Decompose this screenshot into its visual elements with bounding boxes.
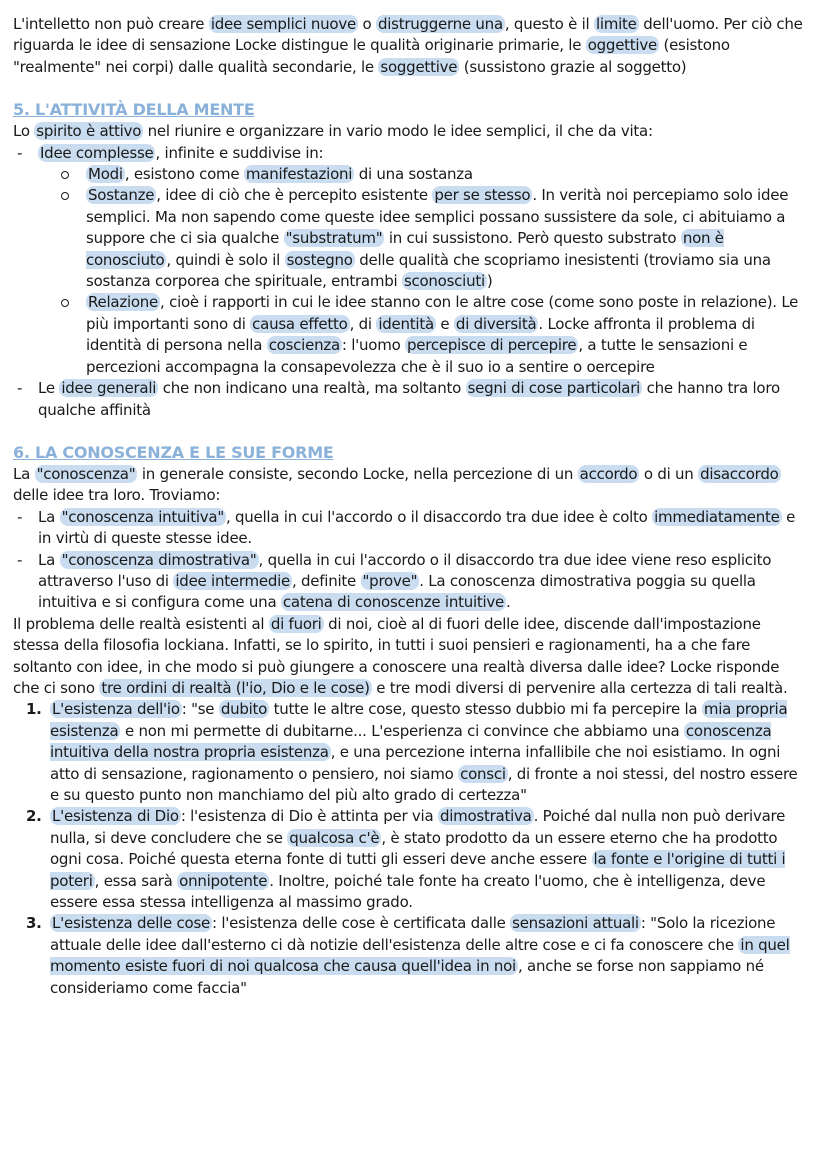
highlight: sostegno xyxy=(286,250,353,269)
list-item-idee-generali: - Le idee generali che non indicano una realtà, ma soltanto segni di cose particolari che hanno tra loro qualche affinità xyxy=(13,378,808,421)
section-6-paragraph-2: Il problema delle realtà esistenti al di fuori di noi, cioè al di fuori delle idee, discende dall'impostazione stessa della filosofia lockiana. Infatti, se lo spirito, in tutti i suoi pensieri e ragionamenti, ha a che fare soltanto con idee, in che modo si può giungere a conoscere una realtà diversa dalle idee? Locke risponde che ci sono tre ordini di realtà (l'io, Dio e le cose) e tre modi diversi di pervenire alla certezza di tali realtà. xyxy=(13,614,788,697)
highlight: Sostanze xyxy=(88,186,155,205)
list-item-relazione: Relazione , cioè i rapporti in cui le idee stanno con le altre cose (come sono poste in relazione). Le più importanti sono di causa effetto , di identità e di diversità . Locke affronta il problema di identità di persona nella coscienza : l'uomo percepisce di percepire , a tutte le sensazioni e percezioni accompagna la consapevolezza che è il suo io a sentire o oercepire xyxy=(56,292,808,378)
highlight: percepisce di percepire xyxy=(407,336,577,355)
highlight: Modi xyxy=(88,165,123,184)
section-5-heading: 5. L'ATTIVITÀ DELLA MENTE xyxy=(13,100,255,120)
highlight: onnipotente xyxy=(179,871,268,890)
list-item-conoscenza-intuitiva: - La "conoscenza intuitiva" , quella in cui l'accordo o il disaccordo tra due idee è colto immediatamente e in virtù di queste stesse idee. xyxy=(13,507,808,550)
highlight: "conoscenza dimostrativa" xyxy=(61,550,257,569)
section-6-paragraph-1: La "conoscenza" in generale consiste, secondo Locke, nella percezione di un accordo o di un disaccordo delle idee tra loro. Troviamo: xyxy=(13,464,779,505)
highlight: causa effetto xyxy=(252,314,348,333)
highlight: tre ordini di realtà (l'io, Dio e le cose) xyxy=(101,678,370,697)
highlight: "substratum" xyxy=(285,229,383,248)
highlight: "conoscenza" xyxy=(36,464,136,483)
highlight: soggettive xyxy=(380,57,458,76)
highlight: consci xyxy=(460,764,506,783)
highlight: manifestazioni xyxy=(245,165,353,184)
highlight: sconosciuti xyxy=(403,272,485,291)
highlight: coscienza xyxy=(268,336,340,355)
highlight: dimostrativa xyxy=(439,807,532,826)
highlight: L'esistenza dell'io xyxy=(52,700,180,719)
highlight: "conoscenza intuitiva" xyxy=(61,507,224,526)
list-item-esistenza-dio: 2. L'esistenza di Dio : l'esistenza di Dio è attinta per via dimostrativa . Poiché dal nulla non può derivare nulla, si deve concludere che se qualcosa c'è , è stato prodotto da un essere eterno che ha prodotto ogni cosa. Poiché questa eterna fonte di tutti gli esseri deve anche essere la fonte e l'origine di tutti i poteri , essa sarà onnipotente . Inoltre, poiché tale fonte ha creato l'uomo, che è intelligenza, deve essere essa stessa intelligenza al massimo grado. xyxy=(26,807,786,912)
highlight: "prove" xyxy=(362,571,418,590)
list-item-esistenza-io: 1. L'esistenza dell'io : "se dubito tutte le altre cose, questo stesso dubbio mi fa percepire la mia propria esistenza e non mi permette di dubitarne... L'esperienza ci convince che abbiamo una conoscenza intuitiva della nostra propria esistenza , e una percezione interna infallibile che noi esistiamo. In ogni atto di sensazione, ragionamento o pensiero, noi siamo consci , di fronte a noi stessi, del nostro essere e su questo punto non manchiamo del più alto grado di certezza" xyxy=(26,700,798,804)
highlight: non è conosciuto xyxy=(86,229,724,269)
list-item-conoscenza-dimostrativa: - La "conoscenza dimostrativa" , quella in cui l'accordo o il disaccordo tra due idee viene reso esplicito attraverso l'uso di idee intermedie , definite "prove" . La conoscenza dimostrativa poggia su quella intuitiva e si configura come una catena di conoscenze intuitive . xyxy=(13,550,808,614)
section-5-paragraph: Lo spirito è attivo nel riunire e organizzare in vario modo le idee semplici, il che da vita: xyxy=(13,122,653,141)
section-5-list xyxy=(13,143,808,421)
highlight: identità xyxy=(378,314,434,333)
highlight: disaccordo xyxy=(700,464,779,483)
list-item-idee-complesse: - Idee complesse , infinite e suddivise in: Modi , esistono come manifestazioni di una sostanza Sostanze , idee di ciò che è percepito esistente per se stesso . In verità noi percepiamo solo idee semplici. Ma non sapendo come queste idee semplici possano sussistere da sole, ci abituiamo a suppore che ci sia qualche "substratum" in cui sussistono. Però questo substrato non è conosciuto , quindi è solo il sostegno delle qualità che scopriamo inesistenti (troviamo sia una sostanza corporea che spirituale, entrambi sconosciuti ) Relazione , cioè i rapporti in cui le idee stanno con le altre cose (come sono poste in relazione). Le più importanti sono di causa effetto , di identità e di diversità . Locke affronta il problema di identità di persona nella coscienza : l'uomo percepisce di percepire , a tutte le sensazioni e percezioni accompagna la consapevolezza che è il suo io a sentire o oercepire xyxy=(13,143,808,378)
highlight: dubito xyxy=(220,700,268,719)
section-6-heading: 6. LA CONOSCENZA E LE SUE FORME xyxy=(13,442,334,462)
highlight: idee semplici nuove xyxy=(210,15,356,33)
highlight: sensazioni attuali xyxy=(512,914,639,933)
highlight: la fonte e l'origine di tutti i poteri xyxy=(50,850,786,890)
highlight: di diversità xyxy=(455,314,537,333)
highlight: idee generali xyxy=(61,379,157,398)
highlight: accordo xyxy=(579,464,638,483)
highlight: L'esistenza delle cose xyxy=(52,914,211,933)
intro-paragraph: L'intelletto non può creare idee semplici nuove o distruggerne una , questo è il limite dell'uomo. Per ciò che riguarda le idee di sensazione Locke distingue le qualità originarie primarie, le oggettive (esistono "realmente" nei corpi) dalle qualità secondarie, le soggettive (sussistono grazie al soggetto) xyxy=(13,15,803,76)
section-6-list xyxy=(13,507,808,614)
highlight: per se stesso xyxy=(434,186,531,205)
highlight: qualcosa c'è xyxy=(289,828,380,847)
highlight: in quel momento esiste fuori di noi qualcosa che causa quell'idea in noi xyxy=(50,935,790,976)
highlight: Idee complesse xyxy=(40,143,154,162)
numbered-list xyxy=(13,699,808,999)
highlight: idee intermedie xyxy=(175,571,290,590)
highlight: Relazione xyxy=(88,293,159,312)
list-item-esistenza-cose: 3. L'esistenza delle cose : l'esistenza delle cose è certificata dalle sensazioni attuali : "Solo la ricezione attuale delle idee dall'esterno ci dà notizie dell'esistenza delle altre cose e ci fa conoscere che in quel momento esiste fuori di noi qualcosa che causa quell'idea in noi , anche se forse non sappiamo né consideriamo come faccia" xyxy=(26,914,790,997)
list-item-modi: Modi , esistono come manifestazioni di una sostanza xyxy=(56,164,808,185)
highlight: limite xyxy=(595,15,637,33)
highlight: catena di conoscenze intuitive xyxy=(282,593,505,612)
highlight: mia propria esistenza xyxy=(50,700,788,740)
list-item-sostanze: Sostanze , idee di ciò che è percepito esistente per se stesso . In verità noi percepiamo solo idee semplici. Ma non sapendo come queste idee semplici possano sussistere da sole, ci abituiamo a suppore che ci sia qualche "substratum" in cui sussistono. Però questo substrato non è conosciuto , quindi è solo il sostegno delle qualità che scopriamo inesistenti (troviamo sia una sostanza corporea che spirituale, entrambi sconosciuti ) xyxy=(56,185,808,292)
highlight: distruggerne una xyxy=(377,15,503,33)
highlight: oggettive xyxy=(587,36,657,55)
highlight: segni di cose particolari xyxy=(467,379,641,398)
highlight: conoscenza intuitiva della nostra propria esistenza xyxy=(50,721,772,762)
highlight: L'esistenza di Dio xyxy=(52,807,179,826)
highlight: immediatamente xyxy=(654,507,780,526)
highlight: di fuori xyxy=(270,614,322,633)
highlight: spirito è attivo xyxy=(36,122,142,141)
sublist-idee-complesse xyxy=(56,164,808,378)
